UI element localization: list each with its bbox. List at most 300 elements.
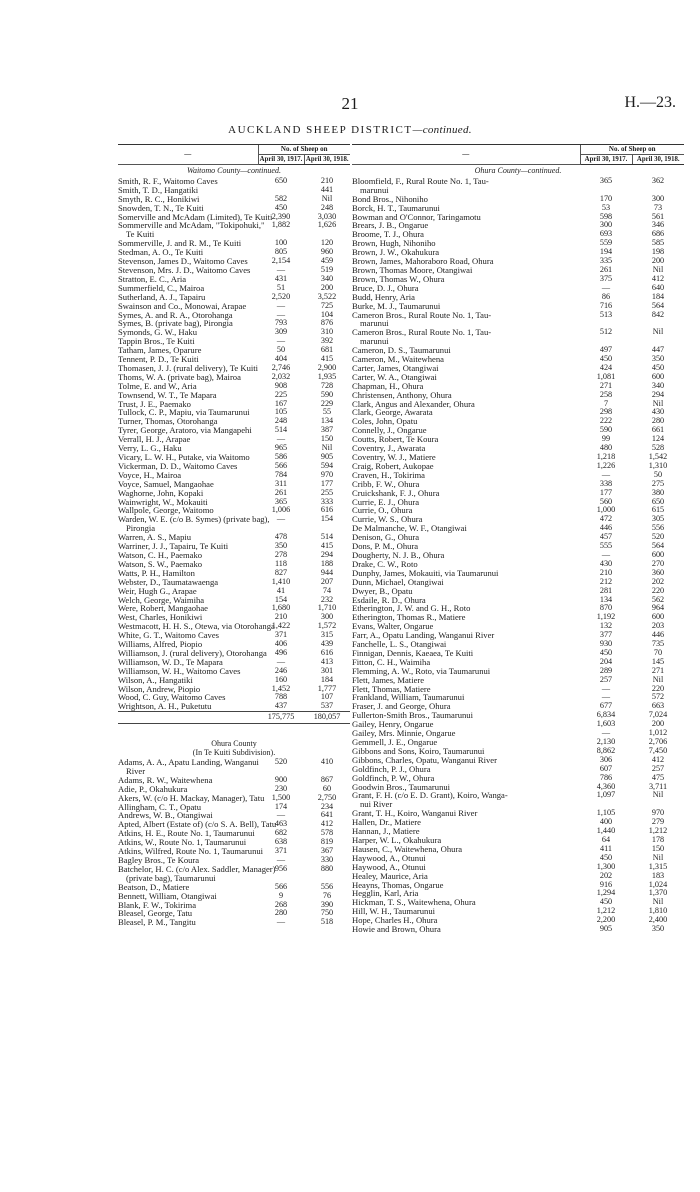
- owner-name: Tappin Bros., Te Kuiti: [118, 336, 195, 347]
- sheep-1918: 1,012: [648, 728, 668, 738]
- sheep-1917: 154: [274, 594, 288, 604]
- sheep-1918: 650: [651, 496, 665, 506]
- sheep-1918: 74: [322, 585, 332, 595]
- sheep-1918: 300: [651, 193, 665, 203]
- sheep-1918: 2,706: [648, 737, 668, 746]
- sheep-1917: 450: [599, 354, 613, 364]
- header-owner-dash: —: [118, 145, 258, 165]
- sheep-1918: 76: [322, 890, 332, 900]
- owner-name: Bleasel, George, Tatu: [118, 908, 193, 919]
- owner-name: Sommerville and McAdam, "Tokipohuki,": [118, 220, 265, 231]
- sheep-1917: 566: [274, 460, 288, 470]
- sheep-1917: 411: [600, 843, 612, 853]
- sheep-1918: 415: [320, 541, 334, 551]
- sheep-1918: 1,315: [648, 861, 668, 871]
- right-table-body: [352, 165, 684, 934]
- sheep-1918: 441: [320, 184, 334, 194]
- sheep-1918: 564: [651, 541, 665, 551]
- owner-name: Drake, C. W., Roto: [352, 558, 418, 569]
- sheep-1918: 220: [651, 683, 665, 693]
- sheep-1918: 964: [651, 603, 665, 613]
- sheep-1917: —: [601, 728, 611, 738]
- sheep-1918: 134: [320, 416, 334, 426]
- sheep-1918: 2,400: [648, 915, 668, 925]
- sheep-1917: 1,192: [596, 612, 616, 622]
- sheep-1917: 566: [274, 881, 288, 891]
- sheep-1917: —: [276, 264, 286, 274]
- sheep-1917: 134: [599, 594, 613, 604]
- owner-name: Tolme, E. and W., Aria: [118, 380, 197, 391]
- owner-name: Craig, Robert, Aukopae: [352, 460, 434, 471]
- sheep-1918: 842: [651, 309, 665, 319]
- sheep-1917: 268: [274, 899, 288, 909]
- sheep-1917: 496: [274, 647, 288, 657]
- sheep-1917: 1,294: [596, 888, 616, 898]
- sheep-1917: 400: [599, 817, 613, 827]
- sheep-1917: 1,440: [596, 826, 616, 836]
- sheep-1917: 309: [274, 327, 288, 337]
- header-group: No. of Sheep on: [580, 145, 684, 155]
- header-1917: April 30, 1917.: [580, 155, 632, 165]
- sheep-1917: —: [276, 810, 286, 820]
- sheep-1917: 900: [274, 774, 288, 784]
- sheep-1917: 677: [599, 701, 613, 711]
- owner-name: Hallen, Dr., Matiere: [352, 817, 421, 828]
- sheep-1917: 300: [599, 220, 613, 230]
- sheep-1918: 410: [320, 757, 334, 766]
- sheep-1917: 450: [599, 647, 613, 657]
- sheep-1917: 170: [599, 193, 613, 203]
- sheep-1918: 333: [320, 496, 334, 506]
- header-1918: April 30, 1918.: [305, 156, 349, 163]
- owner-name: Somerville and McAdam (Limited), Te Kuiti: [118, 211, 273, 222]
- sheep-1917: 335: [599, 256, 613, 266]
- sheep-1917: 8,862: [596, 745, 616, 755]
- sheep-1917: 377: [599, 630, 613, 640]
- sheep-1918: 7,450: [648, 745, 668, 755]
- sheep-1918: 750: [320, 908, 334, 918]
- sheep-1918: 459: [320, 256, 334, 266]
- owner-name: Clark, Angus and Alexander, Ohura: [352, 398, 475, 409]
- sheep-1917: 246: [274, 665, 288, 675]
- header-1918: April 30, 1918.: [632, 155, 684, 165]
- sheep-1918: 970: [651, 808, 665, 818]
- owner-name: Sommerville, J. and R. M., Te Kuiti: [118, 238, 242, 249]
- owner-name: Hope, Charles H., Ohura: [352, 915, 438, 926]
- owner-name: White, G. T., Waitomo Caves: [118, 630, 219, 641]
- sheep-1917: 1,452: [271, 683, 291, 693]
- owner-name: Finnigan, Dennis, Kaeaea, Te Kuiti: [352, 647, 474, 658]
- sheep-1918: Nil: [321, 443, 333, 453]
- owner-name: Dwyer, B., Opatu: [352, 585, 413, 596]
- owner-name: Voyce, Samuel, Mangaohae: [118, 478, 214, 489]
- sheep-1917: 716: [599, 300, 613, 310]
- sheep-1917: 520: [274, 757, 288, 766]
- sheep-1917: 261: [599, 264, 613, 274]
- sheep-1917: 1,212: [596, 906, 616, 916]
- sheep-1918: 315: [320, 630, 334, 640]
- sheep-1917: 160: [274, 674, 288, 684]
- sheep-1918: 207: [320, 576, 334, 586]
- sheep-1918: 725: [320, 300, 334, 310]
- owner-name: Welch, George, Waimiha: [118, 594, 205, 605]
- owner-name: Webster, D., Taumatawaenga: [118, 576, 219, 587]
- sheep-1918: 177: [320, 478, 334, 488]
- sheep-1918: 1,626: [317, 220, 337, 230]
- sheep-1918: 615: [651, 505, 665, 515]
- sheep-1917: 271: [599, 380, 613, 390]
- owner-name: Townsend, W. T., Te Mapara: [118, 389, 217, 400]
- sheep-1918: 594: [320, 460, 334, 470]
- sheep-1918: 616: [320, 505, 334, 515]
- sheep-1917: 784: [274, 469, 288, 479]
- owner-name: Sutherland, A. J., Tapairu: [118, 291, 206, 302]
- sheep-1918: 446: [651, 630, 665, 640]
- sheep-1917: 805: [274, 247, 288, 257]
- sheep-1917: 248: [274, 416, 288, 426]
- sheep-1918: 7,024: [648, 710, 668, 720]
- sheep-1918: 279: [651, 817, 665, 827]
- owner-name: Brears, J. B., Ongarue: [352, 220, 429, 231]
- owner-name: Broome, T. J., Ohura: [352, 229, 425, 240]
- sheep-1917: 406: [274, 639, 288, 649]
- sheep-1918: 876: [320, 318, 334, 328]
- sheep-1917: 1,006: [271, 505, 291, 515]
- table-row: [118, 702, 350, 711]
- owner-name: Adams, R. W., Waitewhena: [118, 774, 213, 785]
- sheep-1917: 1,081: [596, 371, 616, 381]
- sheep-1918: 203: [651, 621, 665, 631]
- owner-name: Frankland, William, Taumarunui: [352, 692, 465, 703]
- owner-name: Bagley Bros., Te Koura: [118, 854, 200, 865]
- sheep-1918: 124: [651, 434, 665, 444]
- owner-name: Grant, F. H. (c/o E. D. Grant), Koiro, Wanga-: [352, 790, 508, 801]
- owner-name: Brown, Thomas W., Ohura: [352, 273, 445, 284]
- sheep-1917: 1,422: [271, 621, 291, 631]
- owner-name: Hannan, J., Matiere: [352, 826, 420, 837]
- sheep-1918: 350: [651, 354, 665, 364]
- owner-name: Thomasen, J. J. (rural delivery), Te Kuiti: [118, 362, 259, 373]
- owner-name: River: [126, 765, 146, 776]
- sheep-1917: 650: [274, 175, 288, 185]
- sheep-1918: 1,542: [648, 452, 668, 461]
- sheep-1918: 600: [651, 612, 665, 622]
- sheep-1918: 600: [651, 549, 665, 559]
- sheep-1918: 73: [653, 202, 663, 212]
- owner-name: Westmacott, H. H. S., Otewa, via Otorohanga: [118, 621, 275, 632]
- sheep-1917: 1,218: [596, 452, 616, 461]
- sheep-1918: 145: [651, 656, 665, 666]
- sheep-1917: 514: [274, 425, 288, 435]
- owner-name: Gemmell, J. E., Ongarue: [352, 737, 438, 747]
- sheep-1918: 686: [651, 229, 665, 239]
- table-row: [352, 791, 684, 800]
- sheep-1917: 9: [278, 890, 284, 900]
- owner-name: Dunn, Michael, Otangiwai: [352, 576, 444, 587]
- owner-name: Grant, T. H., Koiro, Wanganui River: [352, 808, 478, 819]
- sheep-1917: —: [276, 300, 286, 310]
- sheep-1917: 210: [599, 567, 613, 577]
- owner-name: Gibbons and Sons, Koiro, Taumarunui: [352, 745, 485, 756]
- owner-name: Cameron, D. S., Taumarunui: [352, 345, 451, 356]
- owner-name: Cruickshank, F. J., Ohura: [352, 487, 440, 498]
- sheep-1917: 371: [274, 630, 288, 640]
- sheep-1918: 415: [320, 354, 334, 364]
- sheep-1918: 340: [651, 380, 665, 390]
- owner-name: Verrall, H. J., Arapae: [118, 434, 191, 445]
- sheep-1918: 392: [320, 336, 334, 346]
- sheep-1917: 2,746: [271, 362, 291, 372]
- sheep-1918: Nil: [652, 852, 664, 862]
- sheep-1917: —: [276, 309, 286, 319]
- table-row: [352, 177, 684, 186]
- sheep-1918: 600: [651, 371, 665, 381]
- owner-name: Hausen, C., Waitewhena, Ohura: [352, 843, 463, 854]
- sheep-1917: 586: [274, 452, 288, 461]
- sheep-1918: 1,810: [648, 906, 668, 916]
- sheep-1917: 100: [274, 238, 288, 248]
- header-1917: April 30, 1917.: [259, 156, 303, 163]
- sheep-1917: 41: [276, 585, 286, 595]
- sheep-1918: 220: [651, 585, 665, 595]
- sheep-1918: 198: [651, 247, 665, 257]
- owner-name: Gibbons, Charles, Opatu, Wanganui River: [352, 754, 497, 765]
- owner-name: Tyrer, George, Aratoro, via Mangapehi: [118, 425, 252, 436]
- section-heading: Waitomo County—continued.: [187, 166, 281, 175]
- owner-name: Stratton, E. C., Aria: [118, 273, 187, 284]
- sheep-1917: 478: [274, 532, 288, 542]
- sheep-1917: —: [276, 514, 286, 524]
- sheep-1918: 210: [320, 175, 334, 185]
- owner-name: marunui: [360, 184, 389, 195]
- sheep-1918: 819: [320, 837, 334, 847]
- sheep-1918: 340: [320, 273, 334, 283]
- owner-name: Symes, B. (private bag), Pirongia: [118, 318, 233, 329]
- owner-name: Hill, W. H., Taumarunui: [352, 906, 436, 917]
- sheep-1918: 184: [320, 674, 334, 684]
- owner-name: Te Kuiti: [126, 229, 155, 240]
- owner-name: Summerfield, C., Mairoa: [118, 282, 205, 293]
- sheep-1917: 258: [599, 389, 613, 399]
- owner-name: Coventry, J., Awarata: [352, 443, 426, 454]
- sheep-1918: 178: [651, 834, 665, 844]
- owner-name: Brown, J. W., Okahukura: [352, 247, 440, 258]
- sheep-1917: 306: [599, 754, 613, 764]
- owner-name: Goodwin Bros., Taumarunui: [352, 781, 451, 792]
- owner-name: Tennent, P. D., Te Kuiti: [118, 354, 199, 365]
- sheep-1917: 930: [599, 639, 613, 649]
- sheep-1917: 118: [275, 558, 287, 568]
- sheep-1918: 556: [320, 881, 334, 891]
- owner-name: Hegglin, Karl, Aria: [352, 888, 419, 899]
- sheep-1917: 424: [599, 362, 613, 372]
- sheep-1917: 230: [274, 783, 288, 793]
- sheep-1917: 53: [601, 202, 611, 212]
- left-column: [118, 144, 350, 927]
- sheep-1917: 590: [599, 425, 613, 435]
- owner-name: Coventry, W. J., Matiere: [352, 452, 436, 462]
- owner-name: Bruce, D. J., Ohura: [352, 282, 419, 293]
- owner-name: Brown, James, Mahoraboro Road, Ohura: [352, 256, 494, 267]
- owner-name: nui River: [360, 799, 393, 810]
- owner-name: Bleasel, P. M., Tangitu: [118, 917, 196, 928]
- sheep-1918: 183: [651, 870, 665, 880]
- sheep-1918: 728: [320, 380, 334, 390]
- sheep-1917: 86: [601, 291, 611, 301]
- sheep-1918: 104: [320, 309, 334, 319]
- owner-name: Clark, George, Awarata: [352, 407, 433, 418]
- owner-name: Vicary, L. W. H., Putake, via Waitomo: [118, 452, 250, 462]
- table-row: [352, 925, 684, 934]
- owner-name: Atkins, H. E., Route No. 1, Taumarunui: [118, 828, 255, 839]
- sheep-1917: 281: [599, 585, 613, 595]
- sheep-1917: —: [601, 692, 611, 702]
- table-row: [118, 918, 350, 927]
- owner-name: Denison, G., Ohura: [352, 532, 420, 543]
- sheep-1917: 582: [274, 193, 288, 203]
- owner-name: Bond Bros., Nihoniho: [352, 193, 428, 204]
- sheep-1918: 367: [320, 846, 334, 856]
- owner-name: Dougherty, N. J. B., Ohura: [352, 549, 445, 560]
- sheep-1917: 99: [601, 434, 611, 444]
- document-reference: H.—23.: [624, 94, 676, 111]
- sheep-1918: 960: [320, 247, 334, 257]
- sheep-1918: 234: [320, 801, 334, 811]
- owner-name: [118, 712, 258, 724]
- owner-name: Christensen, Anthony, Ohura: [352, 389, 452, 400]
- owner-name: Apted, Albert (Estate of) (c/o S. A. Bell), Tatu: [118, 819, 277, 830]
- sheep-1917: 350: [274, 541, 288, 551]
- owner-name: Andrews, W. B., Otangiwai: [118, 810, 213, 821]
- owner-name: Chapman, H., Ohura: [352, 380, 424, 391]
- sheep-1918: 310: [320, 327, 334, 337]
- sheep-1918: 413: [320, 656, 334, 666]
- owner-name: Currie, E. J., Ohura: [352, 496, 420, 507]
- sheep-1917: 480: [599, 443, 613, 453]
- sheep-1918: Nil: [652, 897, 664, 907]
- sheep-1918: 248: [320, 202, 334, 212]
- sheep-1918: 564: [651, 300, 665, 310]
- owner-name: Gailey, Henry, Ongarue: [352, 719, 434, 730]
- sheep-1917: —: [601, 683, 611, 693]
- sheep-1917: 446: [599, 523, 613, 533]
- sheep-1917: 289: [599, 665, 613, 675]
- owner-name: Goldfinch, P. W., Ohura: [352, 772, 435, 783]
- sheep-1918: 475: [651, 772, 665, 782]
- sheep-1917: 555: [599, 541, 613, 551]
- sheep-1918: 412: [320, 819, 334, 829]
- sheep-1917: 1,680: [271, 603, 291, 613]
- sheep-1917: —: [276, 917, 286, 927]
- owner-name: Smyth, R. C., Honikiwi: [118, 193, 200, 204]
- owner-name: Stevenson, Mrs. J. D., Waitomo Caves: [118, 264, 251, 275]
- sheep-1917: 682: [274, 828, 288, 838]
- sheep-1918: 300: [320, 612, 334, 622]
- table-row: [352, 328, 684, 337]
- sheep-1918: 867: [320, 774, 334, 784]
- owner-name: Cameron Bros., Rural Route No. 1, Tau-: [352, 309, 492, 320]
- owner-name: Stevenson, James D., Waitomo Caves: [118, 256, 248, 267]
- sheep-1918: 202: [651, 576, 665, 586]
- sheep-1918: 578: [320, 828, 334, 838]
- sheep-1917: 311: [275, 478, 287, 488]
- owner-name: Were, Robert, Mangaohae: [118, 603, 208, 614]
- owner-name: Etherington, Thomas R., Matiere: [352, 612, 466, 623]
- owner-name: Haywood, A., Otunui: [352, 852, 426, 863]
- owner-name: Harper, W. L., Okahukura: [352, 834, 442, 845]
- sheep-1917: 512: [599, 327, 613, 337]
- sheep-1917: 638: [274, 837, 288, 847]
- sheep-1918: 514: [320, 532, 334, 542]
- owner-name: Brown, Thomas Moore, Otangiwai: [352, 264, 473, 275]
- owner-name: Wrightson, A. H., Puketutu: [118, 701, 212, 712]
- sheep-1917: 956: [274, 863, 288, 873]
- owner-name: Fraser, J. and George, Ohura: [352, 701, 451, 712]
- owner-name: Trust, J. E., Paemako: [118, 398, 191, 409]
- owner-name: Healey, Maurice, Aria: [352, 870, 428, 881]
- owner-name: Tatham, James, Oparure: [118, 345, 202, 356]
- owner-name: De Malmanche, W. F., Otangiwai: [352, 523, 467, 534]
- sheep-1917: —: [276, 854, 286, 864]
- owner-name: Fitton, C. H., Waimiha: [352, 656, 431, 667]
- owner-name: Hickman, T. S., Waitewhena, Ohura: [352, 897, 476, 908]
- title-main: AUCKLAND SHEEP DISTRICT: [228, 124, 413, 136]
- owner-name: Verry, L. G., Haku: [118, 443, 182, 454]
- sheep-1917: 559: [599, 238, 613, 248]
- sheep-1918: 390: [320, 899, 334, 909]
- sheep-1917: 2,390: [271, 211, 291, 221]
- sheep-1918: 556: [651, 523, 665, 533]
- sheep-1917: 513: [599, 309, 613, 319]
- sheep-1917: 51: [276, 282, 286, 292]
- header-group: No. of Sheep on: [258, 145, 350, 155]
- owner-name: Bennett, William, Otangiwai: [118, 890, 217, 901]
- owner-name: Brown, Hugh, Nihoniho: [352, 238, 436, 249]
- sheep-1917: 2,032: [271, 371, 291, 381]
- header-owner-dash: —: [352, 145, 580, 165]
- owner-name: Flett, James, Matiere: [352, 674, 425, 685]
- left-sheep-table: [118, 144, 350, 927]
- sheep-1917: 222: [599, 416, 613, 426]
- sheep-1917: 167: [274, 398, 288, 408]
- owner-name: Coutts, Robert, Te Koura: [352, 434, 439, 445]
- owner-name: Atkins, W., Route No. 1, Taumarunui: [118, 837, 247, 848]
- sheep-1917: 280: [274, 908, 288, 918]
- owner-name: Carter, W. A., Otangiwai: [352, 371, 437, 382]
- sheep-1917: 278: [274, 549, 288, 559]
- owner-name: Cameron Bros., Rural Route No. 1, Tau-: [352, 327, 492, 338]
- sheep-1918: 562: [651, 594, 665, 604]
- subsection-heading: (In Te Kuiti Subdivision).: [192, 748, 276, 758]
- sheep-1917: 870: [599, 603, 613, 613]
- owner-name: Flemming, A. W., Roto, via Taumarunui: [352, 665, 491, 676]
- sheep-1918: 2,900: [317, 362, 337, 372]
- sheep-1918: 362: [651, 175, 665, 185]
- owner-name: Smith, R. F., Waitomo Caves: [118, 175, 218, 186]
- sheep-1918: 2,750: [317, 792, 337, 802]
- owner-name: Esdaile, R. D., Ohura: [352, 594, 426, 605]
- sheep-1918: 387: [320, 425, 334, 435]
- sheep-1917: 404: [274, 354, 288, 364]
- owner-name: Adie, P., Okahukura: [118, 783, 188, 794]
- sheep-1918: 970: [320, 469, 334, 479]
- owner-name: Currie, W. S., Ohura: [352, 514, 423, 525]
- sheep-1918: 537: [320, 701, 334, 711]
- sheep-1918: 1,777: [317, 683, 337, 693]
- sheep-1917: 7: [603, 398, 609, 408]
- owner-name: West, Charles, Honikiwi: [118, 612, 203, 623]
- sheep-1917: 788: [274, 692, 288, 702]
